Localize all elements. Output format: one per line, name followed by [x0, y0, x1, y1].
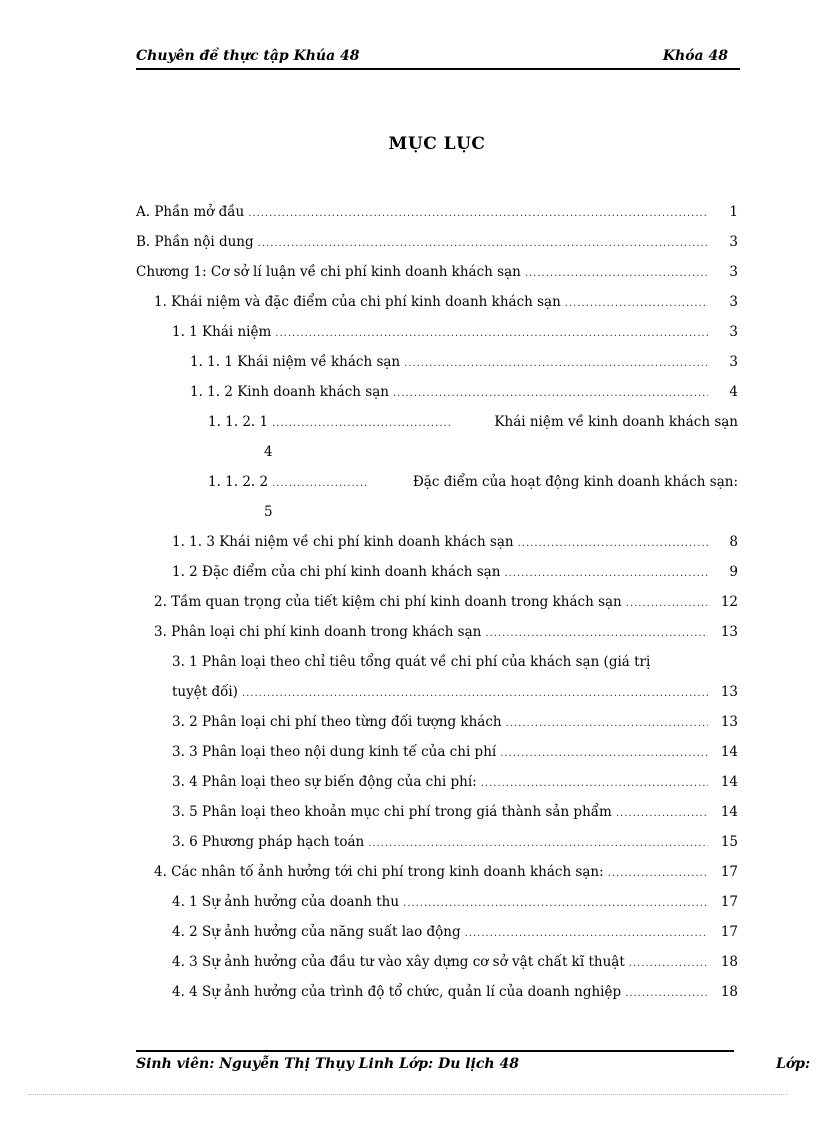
toc-entry-page: 3 — [729, 264, 738, 280]
toc-entry-label: 3. Phân loại chi phí kinh doanh trong khách sạn — [154, 624, 482, 640]
toc-entry[interactable] — [136, 198, 738, 226]
toc-entry[interactable] — [208, 408, 738, 436]
toc-entry-label: 1. 2 Đặc điểm của chi phí kinh doanh khách sạn — [172, 564, 501, 580]
toc-leader-dots — [272, 410, 452, 438]
toc-entry[interactable] — [154, 858, 738, 886]
toc-entry-page: 4 — [729, 384, 738, 400]
toc-leader-dots — [275, 320, 708, 348]
toc-entry-label: 3. 5 Phân loại theo khoản mục chi phí trong giá thành sản phẩm — [172, 804, 612, 820]
toc-entry-label: 1. 1. 3 Khái niệm về chi phí kinh doanh khách sạn — [172, 534, 514, 550]
toc-entry[interactable] — [172, 738, 738, 766]
toc-entry-page: 3 — [729, 294, 738, 310]
toc-entry[interactable] — [136, 258, 738, 286]
toc-entry[interactable] — [190, 378, 738, 406]
toc-leader-dots — [625, 980, 708, 1008]
toc-entry-page: 14 — [720, 804, 738, 820]
toc-entry-label: 4. Các nhân tố ảnh hưởng tới chi phí trong kinh doanh khách sạn: — [154, 864, 604, 880]
toc-entry-label: Khái niệm về kinh doanh khách sạn — [494, 414, 738, 430]
toc-leader-dots — [485, 620, 708, 648]
toc-entry-label: 3. 6 Phương pháp hạch toán — [172, 834, 365, 850]
toc-entry-label: 1. Khái niệm và đặc điểm của chi phí kinh doanh khách sạn — [154, 294, 561, 310]
toc-entry-label: A. Phần mở đầu — [136, 204, 245, 220]
toc-entry[interactable] — [208, 468, 738, 496]
toc-entry-label: Đặc điểm của hoạt động kinh doanh khách sạn: — [412, 474, 738, 490]
toc-entry-page: 9 — [729, 564, 738, 580]
toc-entry-label: 3. 4 Phân loại theo sự biến động của chi phí: — [172, 774, 477, 790]
toc-leader-dots — [506, 710, 708, 738]
toc-entry-page: 1 — [729, 204, 738, 220]
toc-entry-label[interactable]: 3. 1 Phân loại theo chỉ tiêu tổng quát về chi phí của khách sạn (giá trị — [172, 654, 651, 670]
toc-entry-page: 3 — [729, 324, 738, 340]
toc-leader-dots — [393, 380, 708, 408]
toc-entry-page: 12 — [720, 594, 738, 610]
toc-entry-page: 17 — [720, 894, 738, 910]
toc-entry-label: 4. 2 Sự ảnh hưởng của năng suất lao động — [172, 924, 461, 940]
toc-entry[interactable] — [172, 528, 738, 556]
toc-entry[interactable] — [172, 558, 738, 586]
page-bottom-divider — [28, 1094, 788, 1095]
toc-leader-dots — [518, 530, 708, 558]
toc-entry[interactable] — [136, 228, 738, 256]
toc-entry-page: 14 — [720, 774, 738, 790]
toc-leader-dots — [504, 560, 708, 588]
toc-leader-dots — [616, 800, 708, 828]
footer-student-info: Sinh viên: Nguyễn Thị Thụy Linh Lớp: Du lịch 48 — [136, 1056, 519, 1072]
toc-leader-dots — [258, 230, 708, 258]
toc-entry-page: 18 — [720, 954, 738, 970]
toc-entry-label: 4. 4 Sự ảnh hưởng của trình độ tổ chức, quản lí của doanh nghiệp — [172, 984, 622, 1000]
toc-entry-label: 1. 1. 1 Khái niệm về khách sạn — [190, 354, 401, 370]
toc-leader-dots — [626, 590, 708, 618]
toc-leader-dots — [404, 350, 708, 378]
toc-leader-dots — [403, 890, 708, 918]
footer-rule — [136, 1050, 734, 1052]
toc-leader-dots — [242, 680, 708, 708]
page-header — [136, 48, 740, 70]
toc-entry-page: 18 — [720, 984, 738, 1000]
toc-leader-dots — [368, 830, 708, 858]
toc-entry[interactable] — [172, 828, 738, 856]
toc-entry-label: 1. 1. 2 Kinh doanh khách sạn — [190, 384, 389, 400]
toc-entry-label: 3. 2 Phân loại chi phí theo từng đối tượng khách — [172, 714, 502, 730]
toc-entry-label: B. Phần nội dung — [136, 234, 254, 250]
toc-leader-dots — [465, 920, 708, 948]
toc-entry-page: 8 — [729, 534, 738, 550]
toc-entry-page: 17 — [720, 864, 738, 880]
toc-entry-page: 17 — [720, 924, 738, 940]
toc-leader-dots — [481, 770, 708, 798]
toc-entry[interactable] — [154, 618, 738, 646]
toc-title: MỤC LỤC — [388, 134, 486, 154]
toc-entry[interactable] — [172, 768, 738, 796]
toc-entry[interactable] — [172, 318, 738, 346]
header-left-text: Chuyên đề thực tập Khúa 48 — [136, 48, 360, 64]
toc-leader-dots — [565, 290, 708, 318]
toc-leader-dots — [248, 200, 708, 228]
toc-entry[interactable] — [172, 798, 738, 826]
toc-entry-label: 4. 3 Sự ảnh hưởng của đầu tư vào xây dựng cơ sở vật chất kĩ thuật — [172, 954, 625, 970]
toc-leader-dots — [500, 740, 708, 768]
toc-entry-page: 5 — [264, 504, 273, 520]
toc-entry-label: 4. 1 Sự ảnh hưởng của doanh thu — [172, 894, 400, 910]
toc-entry[interactable] — [154, 288, 738, 316]
toc-entry-number: 1. 1. 2. 1 — [208, 414, 269, 430]
toc-entry-label: 2. Tầm quan trọng của tiết kiệm chi phí kinh doanh trong khách sạn — [154, 594, 622, 610]
toc-leader-dots — [272, 470, 366, 498]
toc-leader-dots — [629, 950, 708, 978]
toc-entry-page: 13 — [720, 714, 738, 730]
toc-entry[interactable] — [172, 948, 738, 976]
toc-entry[interactable] — [172, 678, 738, 706]
toc-entry-page: 3 — [729, 354, 738, 370]
toc-leader-dots — [608, 860, 708, 888]
toc-entry-page: 13 — [720, 684, 738, 700]
toc-entry[interactable] — [172, 888, 738, 916]
toc-entry-page: 4 — [264, 444, 273, 460]
toc-entry-label-continued: tuyệt đối) — [172, 684, 238, 700]
toc-entry[interactable] — [172, 708, 738, 736]
toc-entry-label: 1. 1 Khái niệm — [172, 324, 272, 340]
header-right-text: Khóa 48 — [662, 48, 728, 64]
toc-entry[interactable] — [190, 348, 738, 376]
toc-entry-page: 15 — [720, 834, 738, 850]
toc-entry-page: 13 — [720, 624, 738, 640]
toc-entry-label: 3. 3 Phân loại theo nội dung kinh tế của chi phí — [172, 744, 497, 760]
toc-entry-page: 14 — [720, 744, 738, 760]
toc-entry[interactable] — [172, 978, 738, 1006]
toc-entry-number: 1. 1. 2. 2 — [208, 474, 269, 490]
toc-entry-label: Chương 1: Cơ sở lí luận về chi phí kinh doanh khách sạn — [136, 264, 521, 280]
toc-entry-page: 3 — [729, 234, 738, 250]
toc-entry[interactable] — [154, 588, 738, 616]
footer-right-text: Lớp: — [776, 1056, 811, 1072]
toc-entry[interactable] — [172, 918, 738, 946]
toc-leader-dots — [525, 260, 708, 288]
